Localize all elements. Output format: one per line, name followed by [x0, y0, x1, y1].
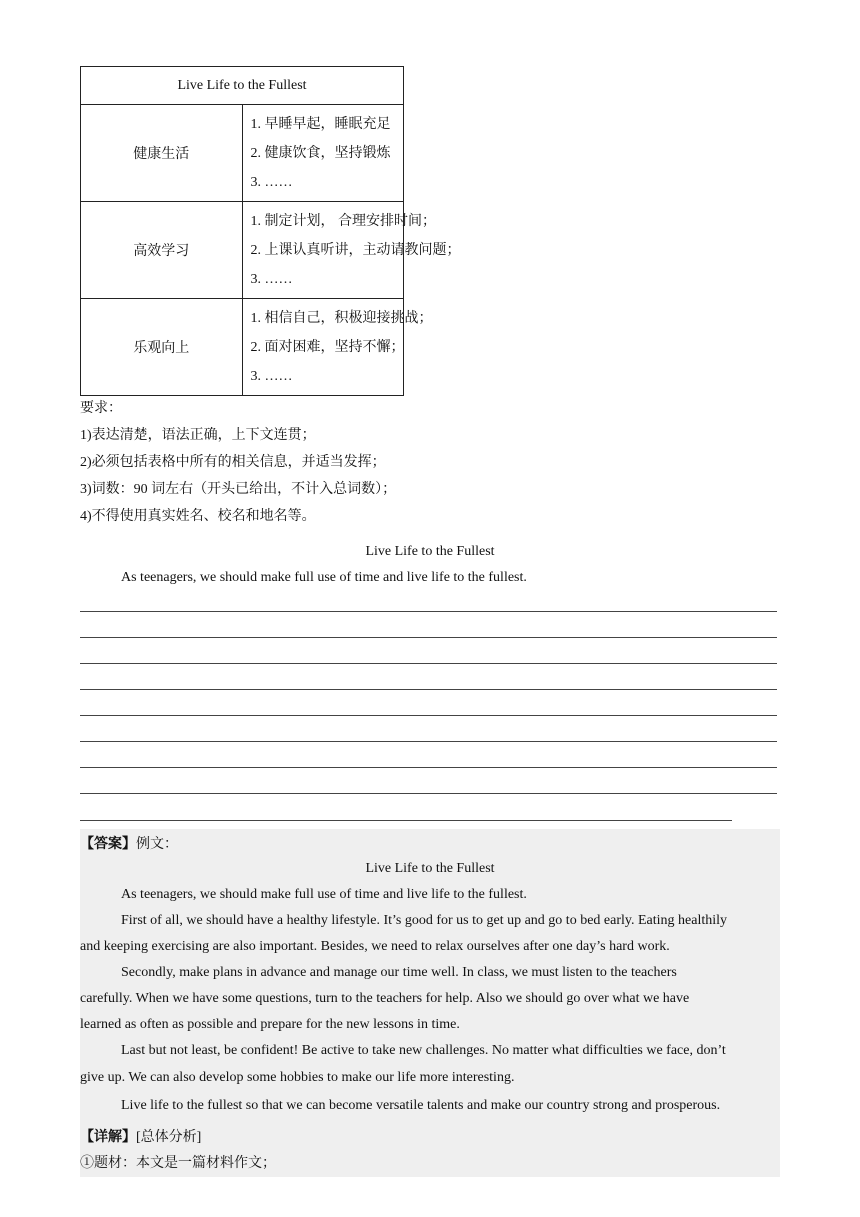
outline-table [80, 66, 461, 396]
writing-line [80, 793, 777, 794]
writing-line [80, 689, 777, 690]
writing-line [80, 715, 777, 716]
list-item: 3. …… [250, 174, 293, 190]
writing-line [80, 741, 777, 742]
answer-line: First of all, we should have a healthy lifestyle. It’s good for us to get up and go to bed early. Eating healthily [121, 913, 728, 928]
writing-line [80, 637, 777, 638]
writing-title: Live Life to the Fullest [365, 544, 495, 559]
requirement-item: 1)表达清楚，语法正确，上下文连贯； [80, 428, 316, 443]
answer-line: learned as often as possible and prepare for the new lessons in time. [80, 1017, 460, 1032]
answer-line: As teenagers, we should make full use of time and live life to the fullest. [121, 887, 527, 902]
writing-line [80, 820, 732, 821]
answer-line: and keeping exercising are also important. Besides, we need to relax ourselves after one day’s hard work. [80, 939, 670, 954]
table-row [81, 105, 404, 202]
list-item: 2. 面对困难，坚持不懈； [250, 339, 405, 355]
table-row [81, 202, 404, 299]
list-item: 3. …… [250, 368, 293, 384]
category-optimism: 乐观向上 [81, 299, 243, 396]
answer-section [80, 829, 780, 1177]
requirement-item: 4)不得使用真实姓名、校名和地名等。 [80, 509, 316, 524]
requirement-item: 2)必须包括表格中所有的相关信息，并适当发挥； [80, 455, 386, 470]
answer-line: give up. We can also develop some hobbies to make our life more interesting. [80, 1070, 515, 1085]
category-healthy-life: 健康生活 [81, 105, 243, 202]
requirements-heading: 要求： [80, 401, 122, 416]
list-item: 1. 制定计划， 合理安排时间； [250, 213, 436, 229]
requirement-item: 3)词数：90 词左右（开头已给出，不计入总词数）； [80, 482, 397, 497]
answer-line: Last but not least, be confident! Be active to take new challenges. No matter what difficulties we face, don’t [121, 1043, 726, 1058]
list-item: 2. 上课认真听讲，主动请教问题； [250, 242, 461, 258]
writing-line [80, 767, 777, 768]
answer-line: Secondly, make plans in advance and manage our time well. In class, we must listen to the teachers [121, 965, 677, 980]
analysis-label-suffix: [总体分析] [136, 1130, 202, 1145]
writing-line [80, 611, 777, 612]
category-efficient-study: 高效学习 [81, 202, 243, 299]
answer-line: carefully. When we have some questions, turn to the teachers for help. Also we should go over what we have [80, 991, 690, 1006]
list-item: 1. 早睡早起，睡眠充足 [250, 116, 391, 132]
writing-line [80, 663, 777, 664]
answer-title: Live Life to the Fullest [365, 861, 495, 876]
list-item: 2. 健康饮食，坚持锻炼 [250, 145, 391, 161]
table-row [81, 299, 404, 396]
answer-label-suffix: 例文： [136, 837, 178, 852]
table-title: Live Life to the Fullest [81, 67, 404, 105]
answer-label: 【答案】 [80, 837, 136, 852]
writing-opening: As teenagers, we should make full use of time and live life to the fullest. [121, 570, 527, 585]
analysis-point: ①题材：本文是一篇材料作文； [80, 1156, 276, 1171]
list-item: 1. 相信自己，积极迎接挑战； [250, 310, 433, 326]
analysis-label: 【详解】 [80, 1130, 136, 1145]
answer-line: Live life to the fullest so that we can become versatile talents and make our country strong and prosperous. [121, 1098, 721, 1113]
list-item: 3. …… [250, 271, 293, 287]
